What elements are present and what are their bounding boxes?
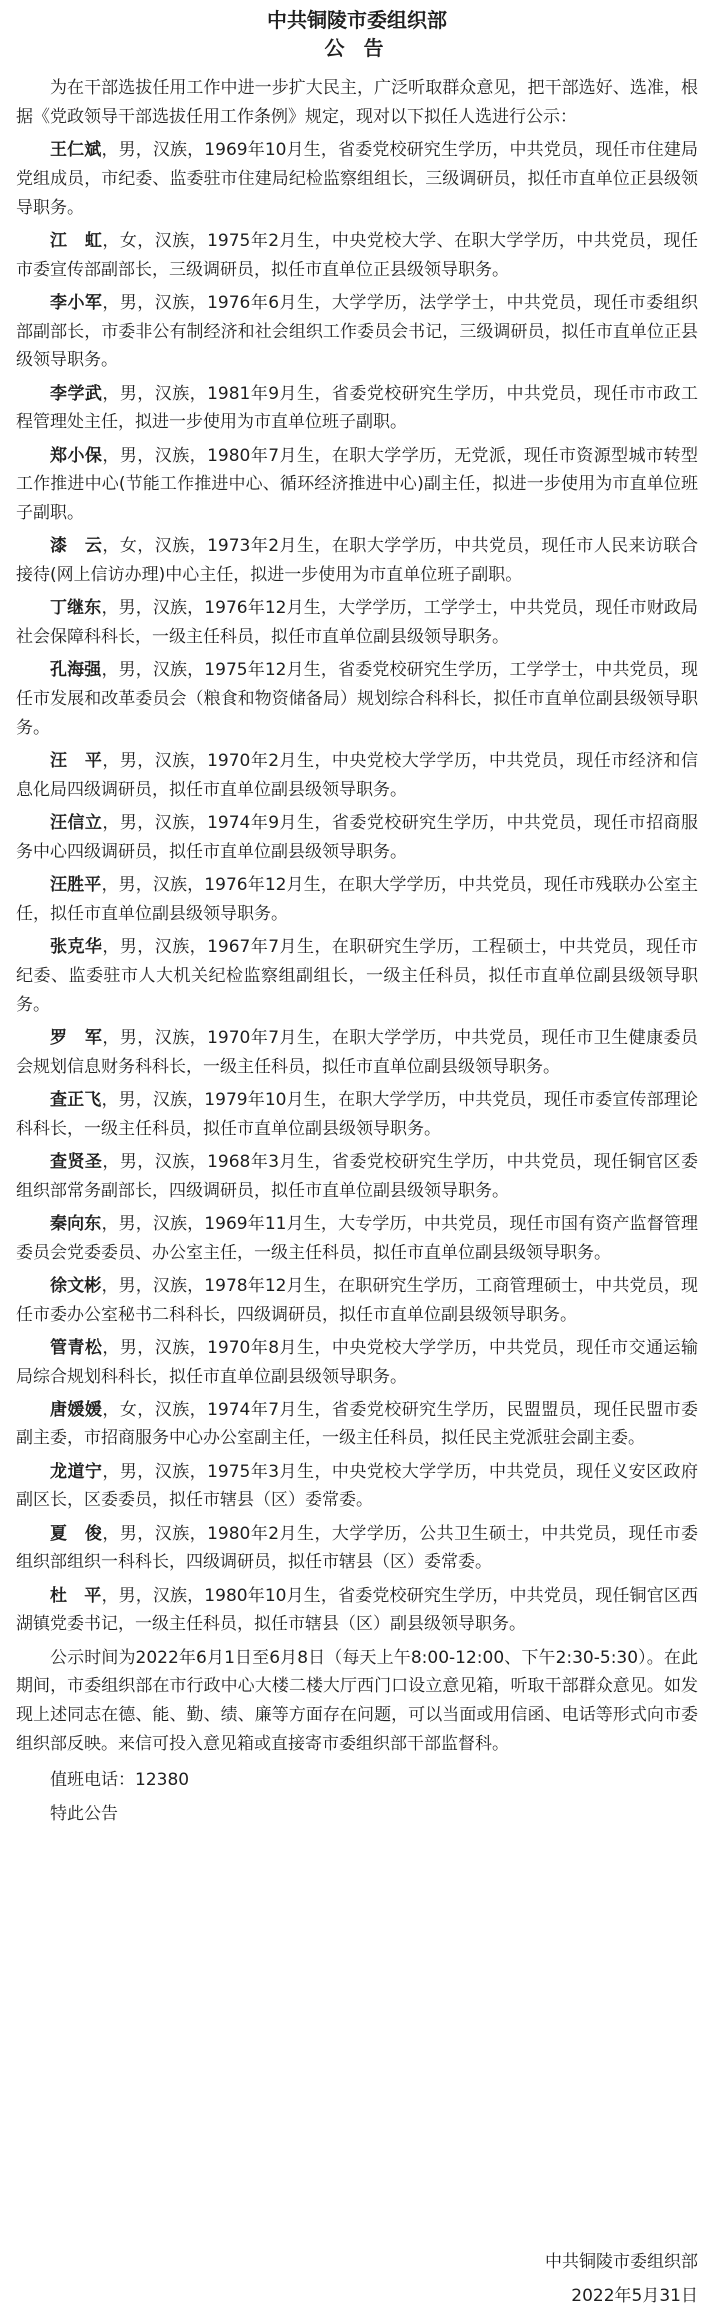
- candidate-name: 唐媛媛: [50, 1399, 103, 1420]
- candidate-name: 夏 俊: [50, 1523, 103, 1544]
- candidate-detail: ，男，汉族，1970年7月生，在职大学学历，中共党员，现任市卫生健康委员会规划信息财务科科长，一级主任科员，拟任市直单位副县级领导职务。: [16, 1027, 698, 1077]
- candidate-name: 管青松: [50, 1337, 103, 1358]
- candidate-detail: ，男，汉族，1974年9月生，省委党校研究生学历，中共党员，现任市招商服务中心四级调研员，拟任市直单位副县级领导职务。: [16, 813, 698, 862]
- candidate-name: 查贤圣: [50, 1151, 103, 1172]
- candidate-detail: ，女，汉族，1974年7月生，省委党校研究生学历，民盟盟员，现任民盟市委副主委，市招商服务中心办公室副主任，一级主任科员，拟任民主党派驻会副主委。: [16, 1399, 698, 1449]
- candidate-entry: [16, 136, 698, 222]
- candidate-entry: [16, 1272, 698, 1330]
- candidate-entry: [16, 809, 698, 867]
- candidate-name: 江 虹: [50, 230, 103, 251]
- candidate-list: [16, 136, 698, 1639]
- candidate-detail: ，男，汉族，1978年12月生，在职研究生学历，工商管理硕士，中共党员，现任市委办公室秘书二科科长，四级调研员，拟任市直单位副县级领导职务。: [16, 1275, 698, 1325]
- candidate-detail: ，男，汉族，1976年6月生，大学学历，法学学士，中共党员，现任市委组织部副部长，市委非公有制经济和社会组织工作委员会书记，三级调研员，拟任市直单位正县级领导职务。: [16, 292, 698, 371]
- candidate-entry: [16, 1334, 698, 1392]
- candidate-entry: [16, 871, 698, 929]
- signature-date: 2022年5月31日: [571, 2286, 698, 2306]
- announcement-title: 公 告: [324, 36, 390, 60]
- candidate-name: 王仁斌: [50, 139, 102, 160]
- candidate-name: 孔海强: [50, 660, 102, 681]
- candidate-detail: ，男，汉族，1980年10月生，省委党校研究生学历，中共党员，现任铜官区西湖镇党委书记，一级主任科员，拟任市辖县（区）副县级领导职务。: [16, 1585, 698, 1635]
- candidate-entry: [16, 1396, 698, 1454]
- candidate-entry: [16, 1458, 698, 1516]
- candidate-name: 漆 云: [50, 536, 103, 557]
- candidate-detail: ，男，汉族，1975年3月生，中央党校大学学历，中共党员，现任义安区政府副区长，区委委员，拟任市辖县（区）委常委。: [16, 1461, 698, 1511]
- candidate-detail: ，男，汉族，1970年2月生，中央党校大学学历，中共党员，现任市经济和信息化局四级调研员，拟任市直单位副县级领导职务。: [16, 751, 698, 800]
- candidate-detail: ，男，汉族，1979年10月生，在职大学学历，中共党员，现任市委宣传部理论科科长，一级主任科员，拟任市直单位副县级领导职务。: [16, 1089, 698, 1139]
- notice-paragraph: 公示时间为2022年6月1日至6月8日（每天上午8:00-12:00、下午2:30-5:30）。在此期间，市委组织部在市行政中心大楼二楼大厅西门口设立意见箱，听取干部群众意见。如发现上述同志在德、能、勤、绩、廉等方面存在问题，可以当面或用信函、电话等形式向市委组织部反映。来信可投入意见箱或直接寄市委组织部干部监督科。: [16, 1647, 698, 1755]
- candidate-name: 汪胜平: [50, 875, 102, 896]
- candidate-detail: ，女，汉族，1973年2月生，在职大学学历，中共党员，现任市人民来访联合接待(网上信访办理)中心主任，拟进一步使用为市直单位班子副职。: [16, 536, 698, 586]
- candidate-detail: ，男，汉族，1970年8月生，中央党校大学学历，中共党员，现任市交通运输局综合规划科科长，拟任市直单位副县级领导职务。: [16, 1337, 698, 1387]
- candidate-detail: ，男，汉族，1980年7月生，在职大学学历，无党派，现任市资源型城市转型工作推进中心(节能工作推进中心、循环经济推进中心)副主任，拟进一步使用为市直单位班子副职。: [16, 445, 698, 524]
- candidate-name: 杜 平: [50, 1585, 102, 1606]
- candidate-detail: ，男，汉族，1976年12月生，在职大学学历，中共党员，现任市残联办公室主任，拟任市直单位副县级领导职务。: [16, 875, 698, 924]
- candidate-detail: ，男，汉族，1976年12月生，大学学历，工学学士，中共党员，现任市财政局社会保障科科长，一级主任科员，拟任市直单位副县级领导职务。: [16, 598, 698, 648]
- candidate-name: 李小军: [50, 292, 103, 313]
- candidate-entry: [16, 1148, 698, 1206]
- candidate-name: 秦向东: [50, 1213, 102, 1234]
- candidate-entry: [16, 933, 698, 1019]
- candidate-name: 汪信立: [50, 813, 103, 834]
- candidate-entry: [16, 747, 698, 805]
- issuer-heading: 中共铜陵市委组织部: [267, 8, 447, 32]
- candidate-entry: [16, 442, 698, 528]
- candidate-entry: [16, 532, 698, 590]
- closing-text: 特此公告: [50, 1804, 118, 1825]
- candidate-detail: ，男，汉族，1975年12月生，省委党校研究生学历，工学学士，中共党员，现任市发展和改革委员会（粮食和物资储备局）规划综合科科长，拟任市直单位副县级领导职务。: [16, 660, 698, 738]
- hotline-text: 值班电话：12380: [50, 1770, 190, 1791]
- candidate-detail: ，男，汉族，1969年10月生，省委党校研究生学历，中共党员，现任市住建局党组成员，市纪委、监委驻市住建局纪检监察组组长，三级调研员，拟任市直单位正县级领导职务。: [16, 139, 698, 218]
- candidate-name: 李学武: [50, 383, 103, 404]
- candidate-entry: [16, 1582, 698, 1640]
- candidate-name: 徐文彬: [50, 1275, 102, 1296]
- candidate-name: 汪 平: [50, 751, 103, 772]
- candidate-name: 丁继东: [50, 598, 102, 619]
- candidate-entry: [16, 1210, 698, 1268]
- candidate-detail: ，女，汉族，1975年2月生，中央党校大学、在职大学学历，中共党员，现任市委宣传部副部长，三级调研员，拟任市直单位正县级领导职务。: [16, 230, 698, 280]
- candidate-detail: ，男，汉族，1981年9月生，省委党校研究生学历，中共党员，现任市市政工程管理处主任，拟进一步使用为市直单位班子副职。: [16, 383, 698, 433]
- candidate-entry: [16, 594, 698, 652]
- candidate-detail: ，男，汉族，1967年7月生，在职研究生学历，工程硕士，中共党员，现任市纪委、监委驻市人大机关纪检监察组副组长，一级主任科员，拟任市直单位副县级领导职务。: [16, 937, 698, 1015]
- candidate-entry: [16, 1520, 698, 1578]
- candidate-entry: [16, 227, 698, 285]
- candidate-detail: ，男，汉族，1968年3月生，省委党校研究生学历，中共党员，现任铜官区委组织部常务副部长，四级调研员，拟任市直单位副县级领导职务。: [16, 1151, 698, 1201]
- candidate-entry: [16, 656, 698, 742]
- candidate-entry: [16, 1024, 698, 1082]
- candidate-name: 张克华: [50, 937, 103, 957]
- candidate-detail: ，男，汉族，1980年2月生，大学学历，公共卫生硕士，中共党员，现任市委组织部组织一科科长，四级调研员，拟任市辖县（区）委常委。: [16, 1523, 698, 1573]
- candidate-entry: [16, 1086, 698, 1144]
- candidate-entry: [16, 380, 698, 438]
- candidate-entry: [16, 289, 698, 375]
- candidate-name: 郑小保: [50, 445, 103, 466]
- signature-org: 中共铜陵市委组织部: [545, 2252, 698, 2272]
- candidate-detail: ，男，汉族，1969年11月生，大专学历，中共党员，现任市国有资产监督管理委员会党委委员、办公室主任，一级主任科员，拟任市直单位副县级领导职务。: [16, 1213, 698, 1263]
- intro-paragraph: 为在干部选拔任用工作中进一步扩大民主，广泛听取群众意见，把干部选好、选准，根据《党政领导干部选拔任用工作条例》规定，现对以下拟任人选进行公示：: [16, 78, 698, 127]
- candidate-name: 查正飞: [50, 1089, 102, 1110]
- candidate-name: 龙道宁: [50, 1461, 103, 1482]
- candidate-name: 罗 军: [50, 1027, 103, 1048]
